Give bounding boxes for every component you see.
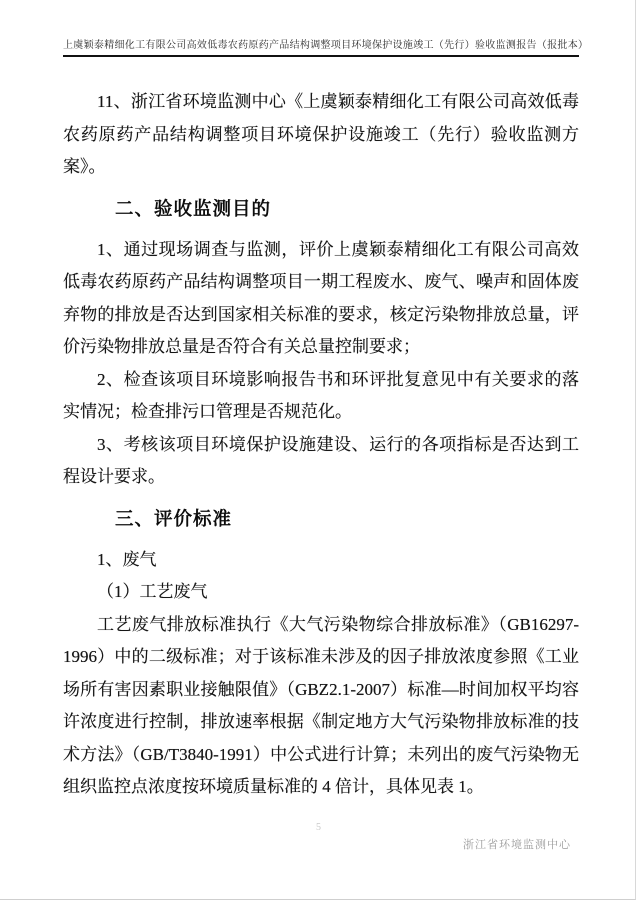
paragraph-purpose-1: 1、通过现场调查与监测，评价上虞颖泰精细化工有限公司高效低毒农药原药产品结构调整项目一期工程废水、废气、噪声和固体废弃物的排放是否达到国家相关标准的要求，核定污染物排放总量，评价污染物排放总量是否符合有关总量控制要求； <box>63 239 579 356</box>
subheading-waste-gas: 1、废气 <box>97 549 157 569</box>
paragraph-item-11: 11、浙江省环境监测中心《上虞颖泰精细化工有限公司高效低毒农药原药产品结构调整项目环境保护设施竣工（先行）验收监测方案》。 <box>63 92 579 176</box>
paragraph-purpose-2: 2、检查该项目环境影响报告书和环评批复意见中有关要求的落实情况；检查排污口管理是否规范化。 <box>63 369 579 421</box>
footer-organization: 浙江省环境监测中心 <box>463 839 571 851</box>
section-heading-monitoring-purpose: 二、验收监测目的 <box>115 197 272 219</box>
subheading-process-waste-gas: （1）工艺废气 <box>97 582 208 601</box>
paragraph-waste-gas-standards: 工艺废气排放标准执行《大气污染物综合排放标准》（GB16297-1996）中的二级标准；对于该标准未涉及的因子排放浓度参照《工业场所有害因素职业接触限值》（GBZ2.1-2007）标准—时间加权平均容许浓度进行控制，排放速率根据《制定地方大气污染物排放标准的技术方法》（GB/T3840-1991）中公式进行计算；未列出的废气污染物无组织监控点浓度按环境质量标准的 4 倍计，具体见表 1。 <box>63 614 579 796</box>
paragraph-purpose-3: 3、考核该项目环境保护设施建设、运行的各项指标是否达到工程设计要求。 <box>63 434 579 486</box>
page-number: 5 <box>316 822 321 833</box>
section-heading-evaluation-standards: 三、评价标准 <box>115 507 233 529</box>
running-header-title: 上虞颖泰精细化工有限公司高效低毒农药原药产品结构调整项目环境保护设施竣工（先行）验收监测报告（报批本） <box>63 36 579 57</box>
document-body <box>63 86 579 804</box>
